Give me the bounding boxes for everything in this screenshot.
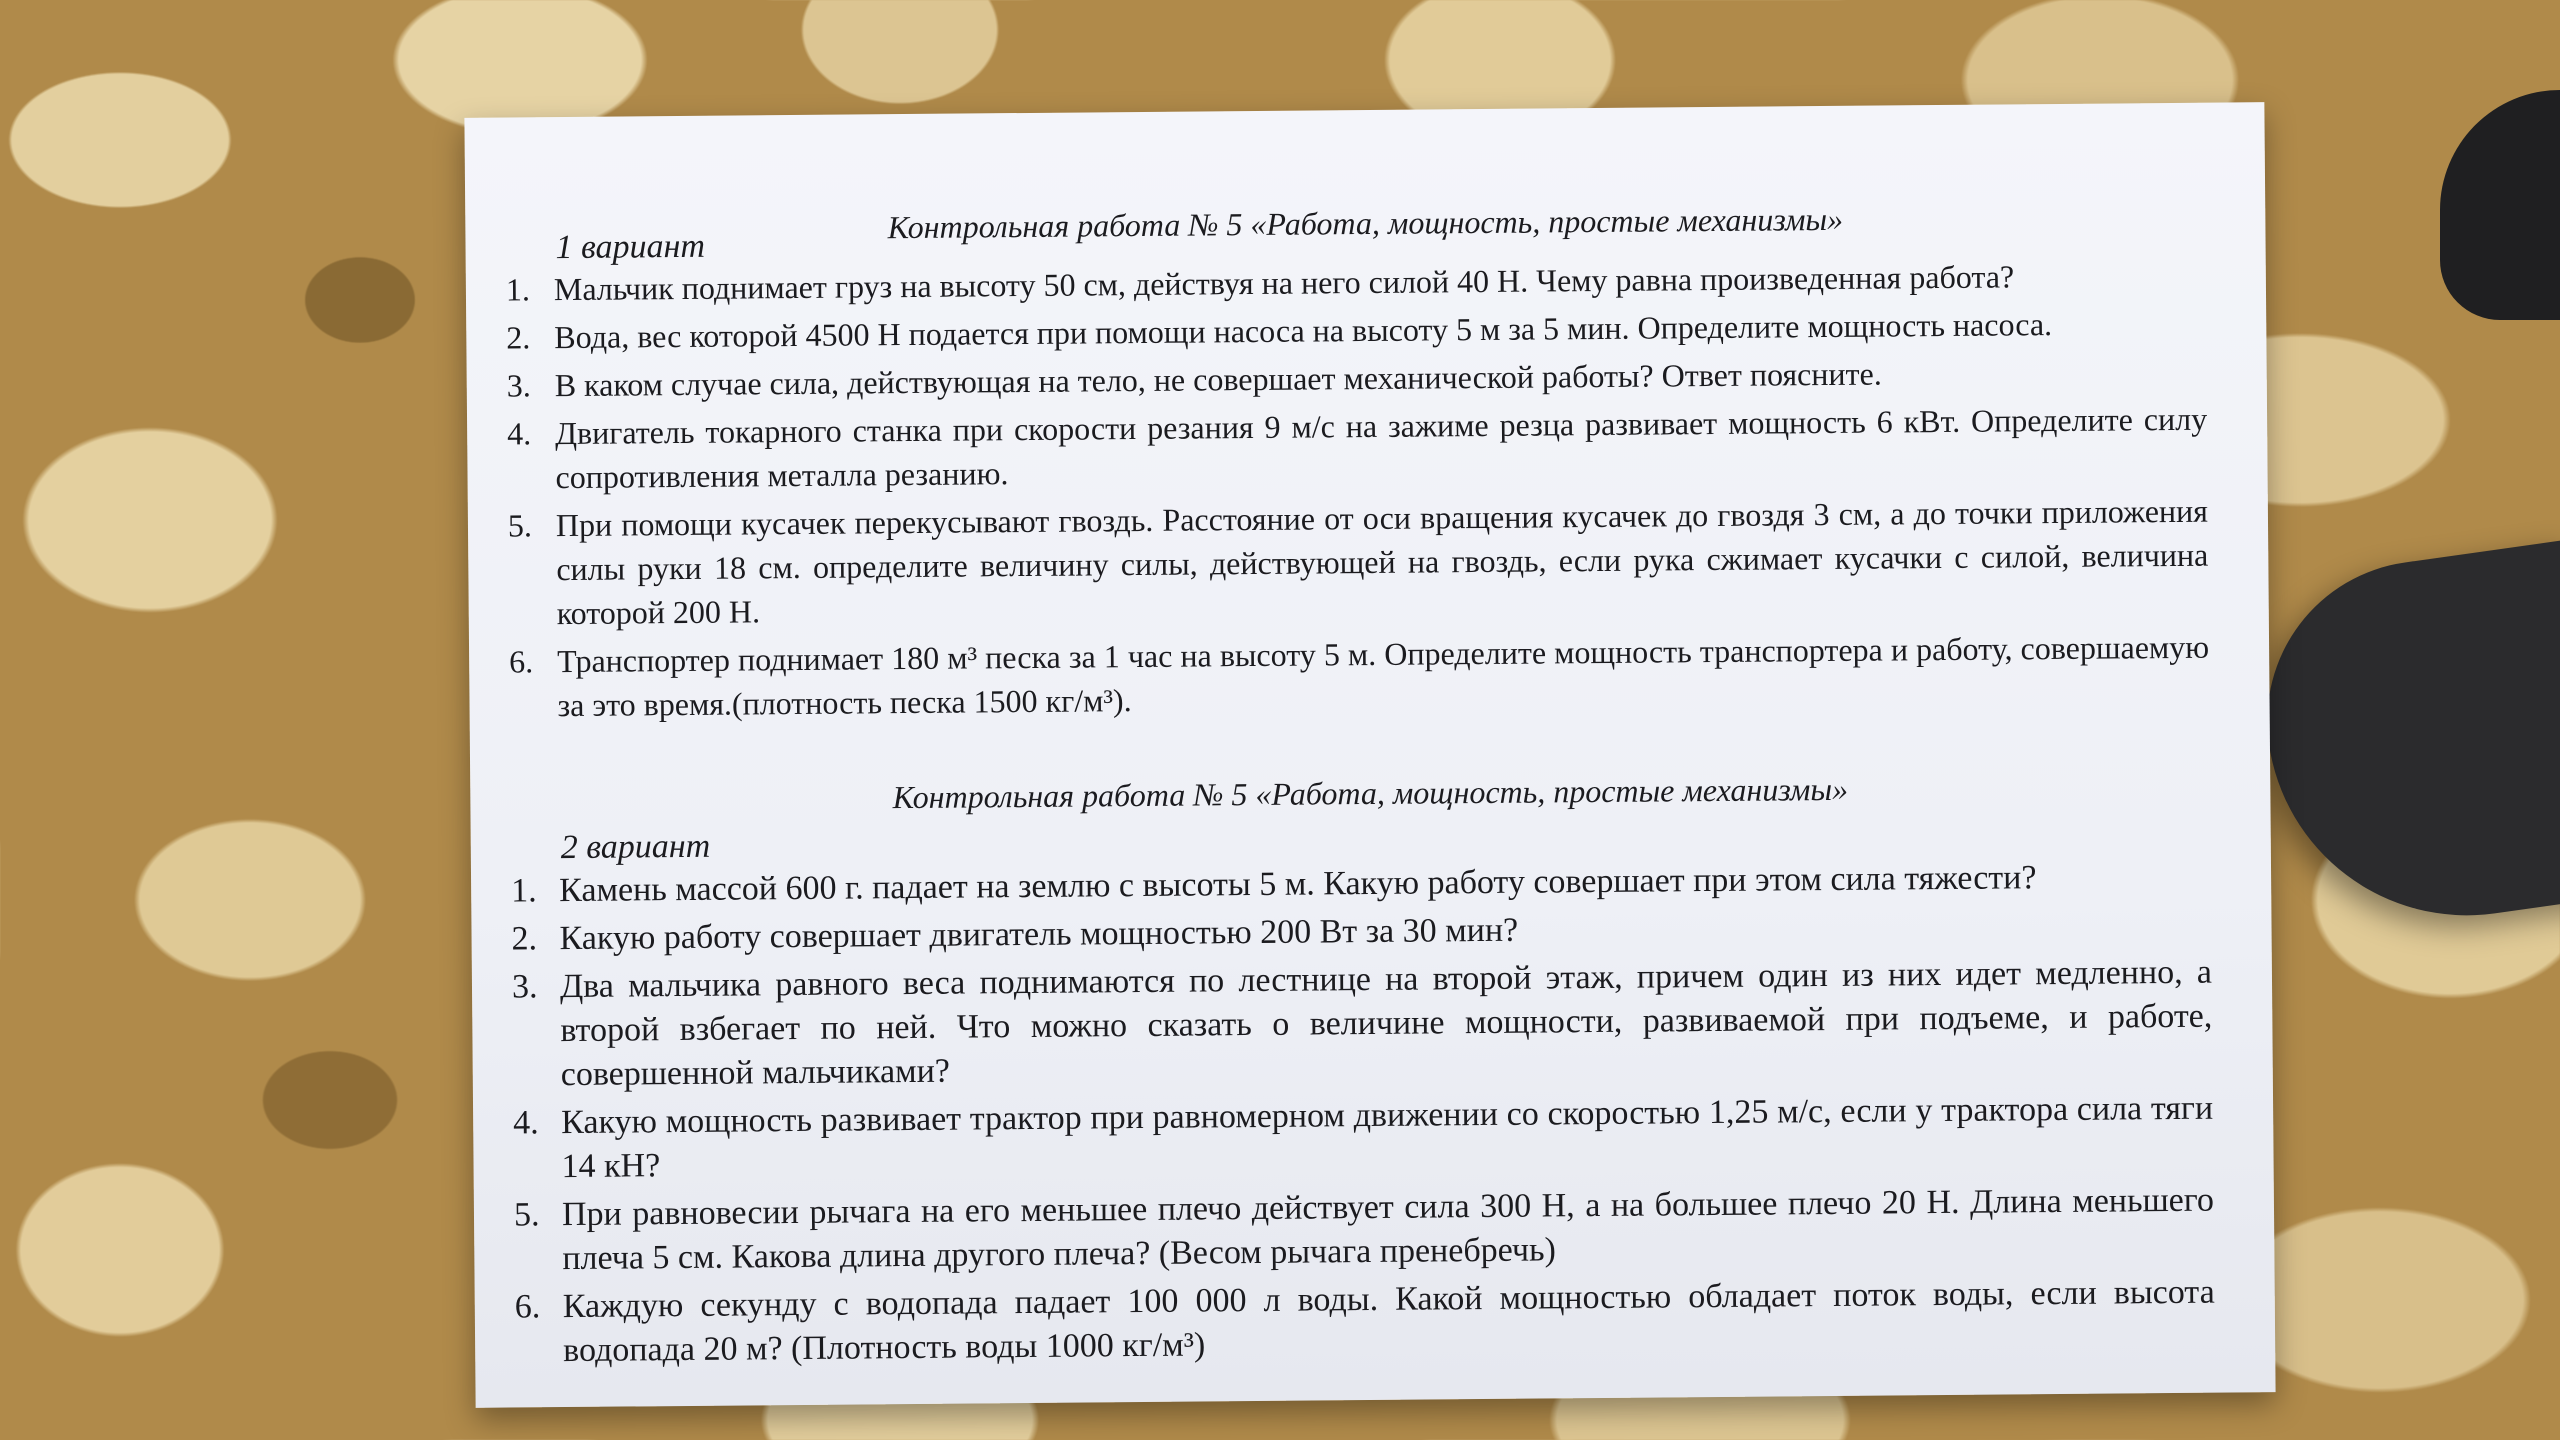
paper-sheet xyxy=(464,102,2275,1408)
variant2-task-5 xyxy=(514,1179,2215,1282)
variant2-task-3 xyxy=(512,951,2213,1098)
task-text: При помощи кусачек перекусывают гвоздь. Расстояние от оси вращения кусачек до гвоздя 3 см, а до точки приложения силы руки 18 см. определите величину силы, действующей на гвоздь, если рука сжимает кусачки с силой, величина которой 200 Н. xyxy=(555,492,2209,632)
variant1-task-list xyxy=(506,253,2210,732)
task-text: В каком случае сила, действующая на тело, не совершает механической работы? Ответ поясните. xyxy=(554,355,1882,404)
task-text: Какую работу совершает двигатель мощностью 200 Вт за 30 мин? xyxy=(559,911,1519,958)
variant1-task-5 xyxy=(508,489,2209,636)
task-text: Два мальчика равного веса поднимаются по лестнице на второй этаж, причем один из них идет медленно, а второй взбегает по ней. Что можно сказать о величине мощности, развиваемой при подъеме, и работе, совершенной мальчиками? xyxy=(559,953,2213,1094)
task-text: Какую мощность развивает трактор при равномерном движении со скоростью 1,25 м/с, если у трактора сила тяги 14 кН? xyxy=(561,1089,2214,1186)
variant2-title: Контрольная работа № 5 «Работа, мощность, простые механизмы» xyxy=(892,770,1849,816)
task-number: 3. xyxy=(511,968,538,1006)
dark-object xyxy=(2247,539,2560,941)
task-number: 2. xyxy=(506,319,531,356)
variant2-task-6 xyxy=(515,1271,2216,1374)
task-text: Транспортер поднимает 180 м³ песка за 1 час на высоту 5 м. Определите мощность транспортера и работу, совершаемую за это время.(плотность песка 1500 кг/м³). xyxy=(556,628,2210,724)
task-number: 5. xyxy=(513,1196,540,1234)
task-text: Камень массой 600 г. падает на землю с высоты 5 м. Какую работу совершает при этом сила тяжести? xyxy=(558,859,2037,910)
task-number: 3. xyxy=(506,367,531,404)
task-number: 6. xyxy=(508,643,534,680)
task-text: Мальчик поднимает груз на высоту 50 см, действуя на него силой 40 Н. Чему равна произведенная работа? xyxy=(553,258,2015,308)
task-number: 6. xyxy=(514,1288,541,1326)
task-number: 4. xyxy=(507,415,532,452)
variant2-task-list xyxy=(511,855,2215,1378)
task-text: Двигатель токарного станка при скорости резания 9 м/с на зажиме резца развивает мощность 6 кВт. Определите силу сопротивления металла резанию. xyxy=(555,400,2208,496)
task-number: 2. xyxy=(511,920,538,958)
variant1-label: 1 вариант xyxy=(555,227,706,267)
variant1-title: Контрольная работа № 5 «Работа, мощность, простые механизмы» xyxy=(887,200,1844,246)
task-number: 1. xyxy=(505,271,531,308)
dark-object-top xyxy=(2440,90,2560,320)
task-text: Каждую секунду с водопада падает 100 000 л воды. Какой мощностью обладает поток воды, если высота водопада 20 м? (Плотность воды 1000 кг/м³) xyxy=(562,1273,2215,1370)
task-text: При равновесии рычага на его меньшее плечо действует сила 300 Н, а на большее плечо 20 Н. Длина меньшего плеча 5 см. Какова длина другого плеча? (Весом рычага пренебречь) xyxy=(561,1181,2215,1278)
variant2-label: 2 вариант xyxy=(560,827,711,867)
variant2-task-4 xyxy=(513,1087,2214,1190)
task-number: 4. xyxy=(513,1104,539,1142)
task-number: 5. xyxy=(507,507,533,544)
variant1-task-6 xyxy=(509,625,2210,728)
task-number: 1. xyxy=(510,872,537,910)
task-text: Вода, вес которой 4500 Н подается при помощи насоса на высоту 5 м за 5 мин. Определите мощность насоса. xyxy=(554,306,2053,356)
variant1-task-4 xyxy=(507,397,2208,500)
